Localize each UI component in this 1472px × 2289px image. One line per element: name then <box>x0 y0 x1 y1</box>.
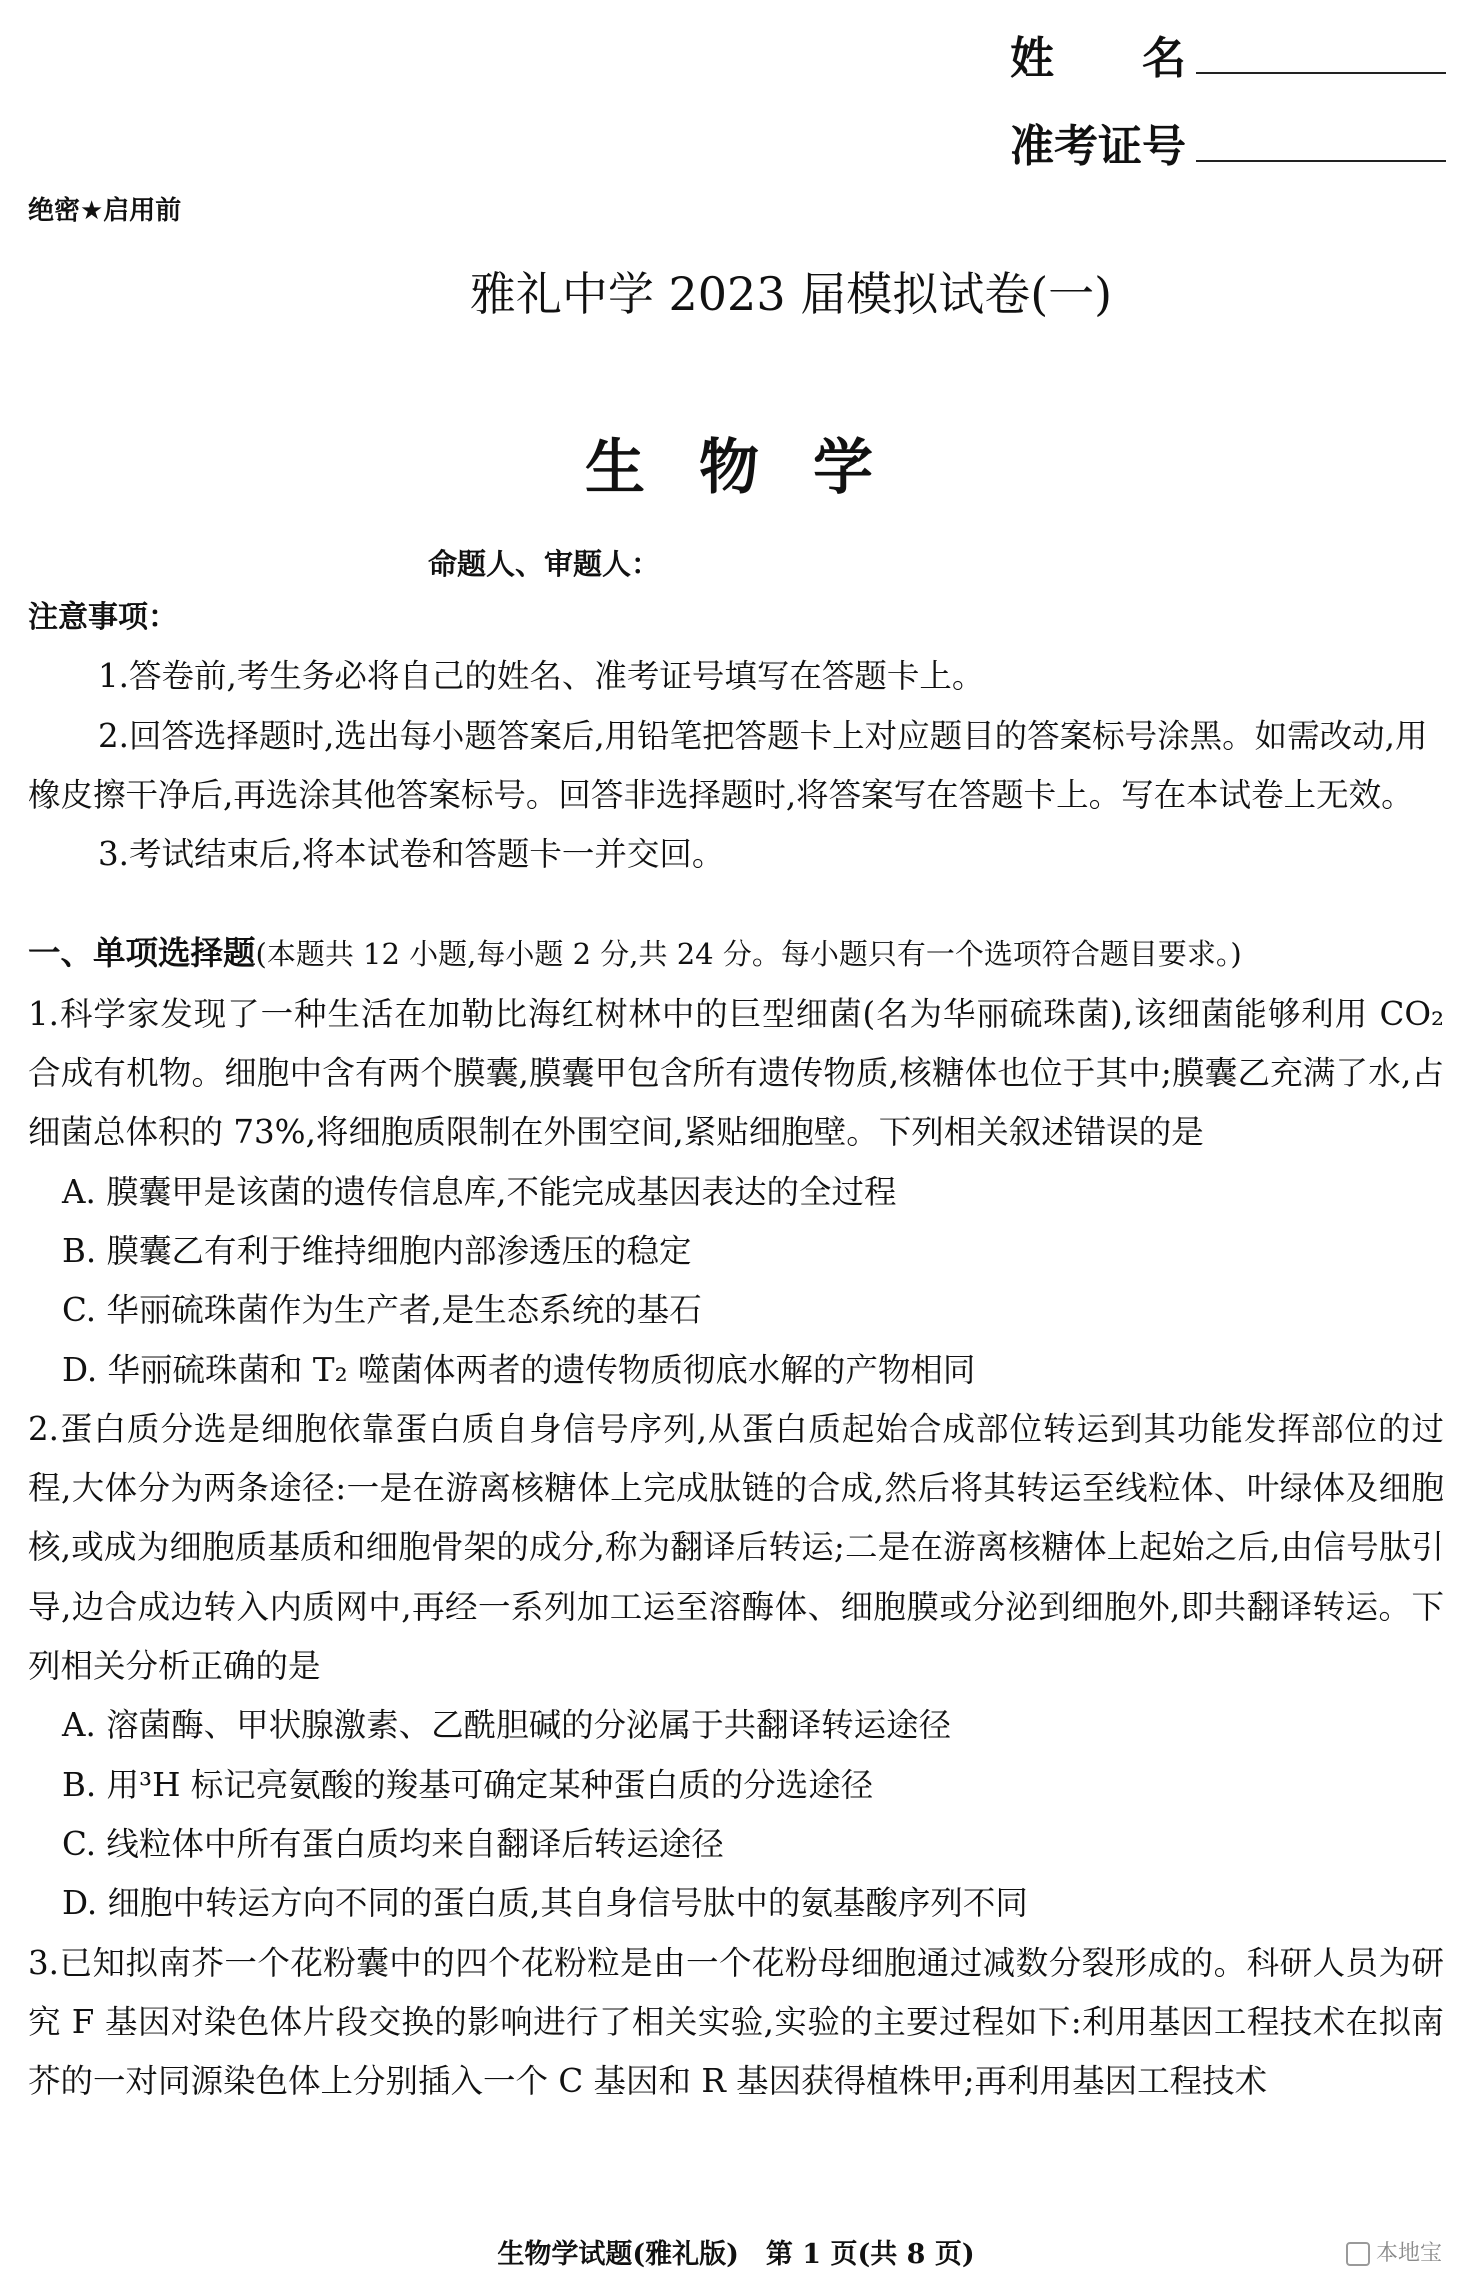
option-item: A. 膜囊甲是该菌的遗传信息库,不能完成基因表达的全过程 <box>62 1172 897 1211</box>
notice-title: 注意事项： <box>28 600 178 635</box>
option-item: D. 细胞中转运方向不同的蛋白质,其自身信号肽中的氨基酸序列不同 <box>62 1884 1028 1923</box>
author-line: 命题人、审题人： <box>428 547 661 581</box>
question-stem: 3.已知拟南芥一个花粉囊中的四个花粉粒是由一个花粉母细胞通过减数分裂形成的。科研人员为研究 F 基因对染色体片段交换的影响进行了相关实验,实验的主要过程如下:利用基因工程技术在拟南芥的一对同源染色体上分别插入一个 C 基因和 R 基因获得植株甲;再利用基因工程技术 <box>28 1943 1444 2101</box>
house-icon <box>1346 2242 1370 2266</box>
option-item: C. 华丽硫珠菌作为生产者,是生态系统的基石 <box>62 1291 702 1330</box>
exam-title: 雅礼中学 2023 届模拟试卷(一) <box>469 267 1113 321</box>
option-item: B. 膜囊乙有利于维持细胞内部渗透压的稳定 <box>62 1231 692 1270</box>
exam-id-underline[interactable] <box>1196 160 1446 162</box>
subject-title: 生物学 <box>585 433 927 503</box>
section-note: (本题共 12 小题,每小题 2 分,共 24 分。每小题只有一个选项符合题目要求。) <box>255 937 1242 972</box>
name-label: 姓 名 <box>1010 33 1186 84</box>
notice-item: 2.回答选择题时,选出每小题答案后,用铅笔把答题卡上对应题目的答案标号涂黑。如需改动,用橡皮擦干净后,再选涂其他答案标号。回答非选择题时,将答案写在答题卡上。写在本试卷上无效。 <box>28 716 1428 814</box>
question-stem: 1.科学家发现了一种生活在加勒比海红树林中的巨型细菌(名为华丽硫珠菌),该细菌能够利用 CO₂ 合成有机物。细胞中含有两个膜囊,膜囊甲包含所有遗传物质,核糖体也位于其中;膜囊乙充满了水,占细菌总体积的 73%,将细胞质限制在外围空间,紧贴细胞壁。下列相关叙述错误的是 <box>28 994 1444 1152</box>
name-underline[interactable] <box>1196 72 1446 74</box>
question-stem: 2.蛋白质分选是细胞依靠蛋白质自身信号序列,从蛋白质起始合成部位转运到其功能发挥部位的过程,大体分为两条途径:一是在游离核糖体上完成肽链的合成,然后将其转运至线粒体、叶绿体及细胞核,或成为细胞质基质和细胞骨架的成分,称为翻译后转运;二是在游离核糖体上起始之后,由信号肽引导,边合成边转入内质网中,再经一系列加工运至溶酶体、细胞膜或分泌到细胞外,即共翻译转运。下列相关分析正确的是 <box>28 1409 1444 1686</box>
notice-item: 3.考试结束后,将本试卷和答题卡一并交回。 <box>98 835 725 874</box>
option-item: C. 线粒体中所有蛋白质均来自翻译后转运途径 <box>62 1824 724 1863</box>
option-item: D. 华丽硫珠菌和 T₂ 噬菌体两者的遗传物质彻底水解的产物相同 <box>62 1350 976 1389</box>
section-title: 一、单项选择题 <box>28 934 256 973</box>
notice-item: 1.答卷前,考生务必将自己的姓名、准考证号填写在答题卡上。 <box>98 657 985 696</box>
page-footer: 生物学试题(雅礼版) 第 1 页(共 8 页) <box>497 2239 975 2270</box>
watermark-text: 本地宝 <box>1375 2241 1442 2266</box>
section-header <box>28 924 1444 984</box>
option-item: B. 用³H 标记亮氨酸的羧基可确定某种蛋白质的分选途径 <box>62 1765 874 1804</box>
exam-id-label: 准考证号 <box>1010 121 1186 172</box>
confidential-mark: 绝密★启用前 <box>28 196 182 226</box>
option-item: A. 溶菌酶、甲状腺激素、乙酰胆碱的分泌属于共翻译转运途径 <box>62 1706 952 1745</box>
exam-content <box>28 588 1444 2111</box>
watermark <box>1346 2236 1442 2267</box>
